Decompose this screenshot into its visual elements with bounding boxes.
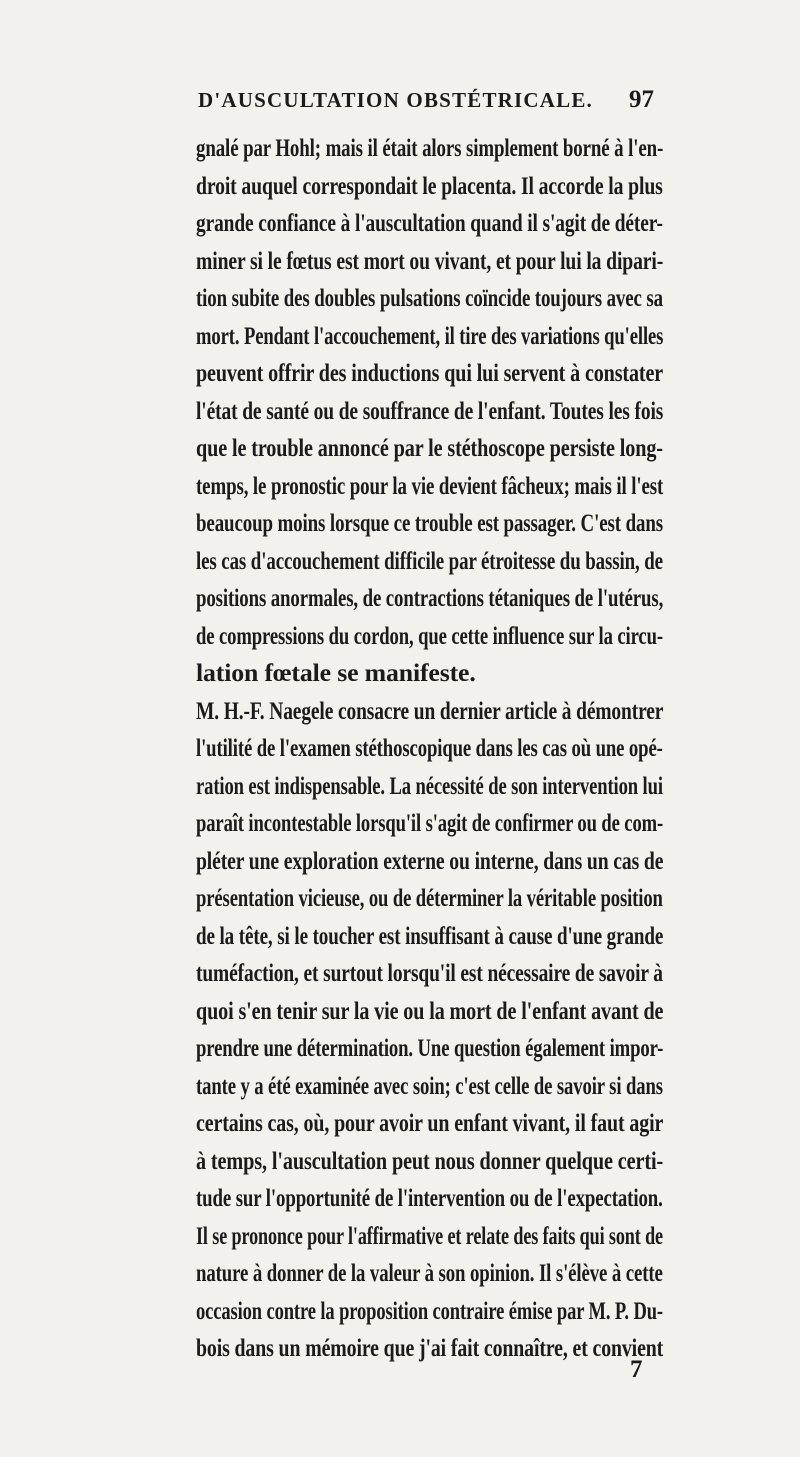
text-line: temps, le pronostic pour la vie devient fâcheux; mais il l'est — [196, 470, 664, 500]
text-line: beaucoup moins lorsque ce trouble est passager. C'est dans — [196, 508, 663, 537]
text-line: M. H.-F. Naegele consacre un dernier article à démontrer — [196, 695, 664, 725]
running-title: D'AUSCULTATION OBSTÉTRICALE. — [198, 88, 593, 112]
printer-signature: 7 — [630, 1356, 643, 1383]
running-header — [0, 88, 800, 122]
text-line: prendre une détermination. Une question également impor- — [196, 1033, 664, 1062]
text-line: l'état de santé ou de souffrance de l'enfant. Toutes les fois — [196, 395, 664, 425]
text-line: de la tête, si le toucher est insuffisant à cause d'une grande — [196, 920, 664, 950]
text-line: tion subite des doubles pulsations coïncide toujours avec sa — [196, 283, 663, 312]
text-line: tude sur l'opportunité de l'intervention ou de l'expectation. — [196, 1183, 663, 1212]
text-line: les cas d'accouchement difficile par étroitesse du bassin, de — [196, 545, 663, 575]
text-line: de compressions du cordon, que cette influence sur la circu- — [196, 620, 663, 650]
text-line: occasion contre la proposition contraire émise par M. P. Du- — [196, 1295, 663, 1325]
text-line: pléter une exploration externe ou interne, dans un cas de — [196, 845, 664, 875]
text-line: tuméfaction, et surtout lorsqu'il est nécessaire de savoir à — [196, 958, 663, 987]
text-line: à temps, l'auscultation peut nous donner quelque certi- — [196, 1145, 664, 1175]
text-line: Il se prononce pour l'affirmative et relate des faits qui sont de — [196, 1220, 663, 1250]
text-line: l'utilité de l'examen stéthoscopique dans les cas où une opé- — [196, 733, 663, 762]
text-line: présentation vicieuse, ou de déterminer la véritable position — [196, 883, 663, 912]
text-line: tante y a été examinée avec soin; c'est celle de savoir si dans — [196, 1070, 663, 1100]
body-text — [196, 129, 663, 1367]
text-line: peuvent offrir des inductions qui lui servent à constater — [196, 358, 664, 387]
text-line: quoi s'en tenir sur la vie ou la mort de l'enfant avant de — [196, 995, 664, 1025]
text-line: gnalé par Hohl; mais il était alors simplement borné à l'en- — [196, 133, 664, 162]
text-line: positions anormales, de contractions tétaniques de l'utérus, — [196, 583, 664, 612]
text-line: ration est indispensable. La nécessité de son intervention lui — [196, 770, 663, 800]
text-line: grande confiance à l'auscultation quand il s'agit de déter- — [196, 208, 663, 237]
text-line: certains cas, où, pour avoir un enfant vivant, il faut agir — [196, 1108, 664, 1137]
text-line: bois dans un mémoire que j'ai fait connaître, et convient — [196, 1333, 664, 1362]
text-line: nature à donner de la valeur à son opinion. Il s'élève à cette — [196, 1258, 663, 1287]
text-line: mort. Pendant l'accouchement, il tire des variations qu'elles — [196, 320, 664, 350]
text-line: que le trouble annoncé par le stéthoscope persiste long- — [196, 433, 663, 462]
page-number: 97 — [629, 86, 654, 113]
text-line: miner si le fœtus est mort ou vivant, et pour lui la dipari- — [196, 245, 664, 275]
text-line: droit auquel correspondait le placenta. Il accorde la plus — [196, 170, 663, 200]
text-line: lation fœtale se manifeste. — [196, 658, 476, 687]
text-line: paraît incontestable lorsqu'il s'agit de confirmer ou de com- — [196, 808, 664, 837]
